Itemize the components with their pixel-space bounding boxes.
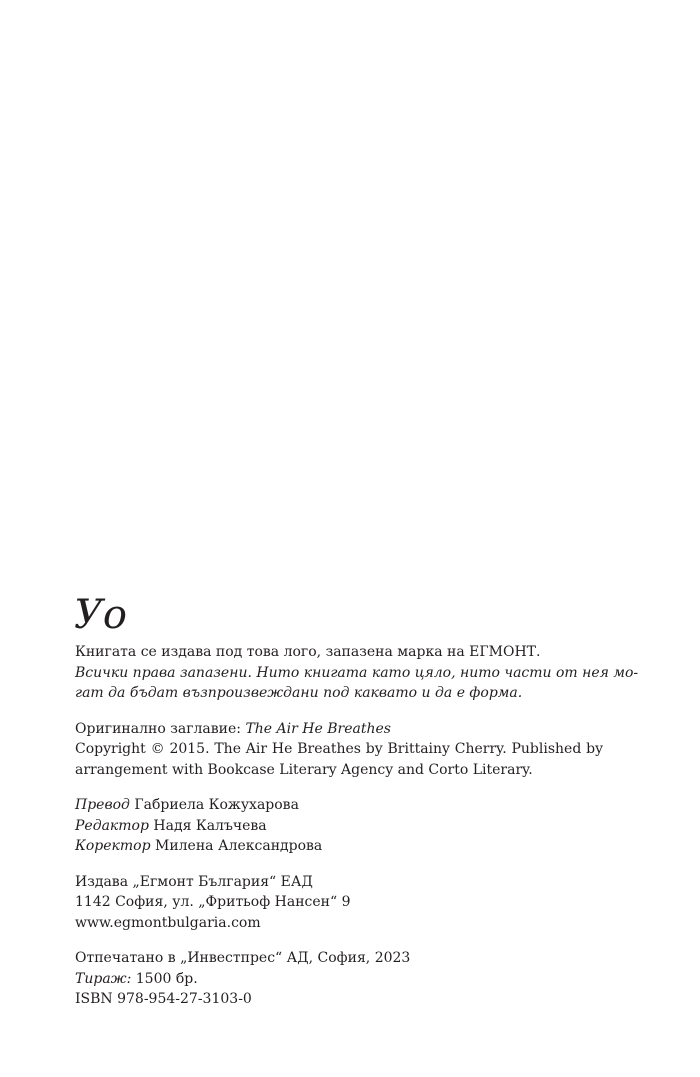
rights-notice bbox=[75, 642, 639, 704]
print-run bbox=[75, 969, 603, 990]
logo-text: Уо bbox=[74, 592, 127, 636]
publisher-address: 1142 София, ул. „Фритьоф Нансен“ 9 bbox=[75, 894, 351, 910]
imprint-text bbox=[75, 642, 639, 1025]
original-title-line bbox=[75, 719, 603, 740]
publisher-logo bbox=[72, 590, 132, 636]
credit-role: Превод bbox=[75, 797, 130, 813]
isbn: ISBN 978-954-27-3103-0 bbox=[75, 991, 252, 1007]
publisher-website: www.egmontbulgaria.com bbox=[75, 914, 261, 931]
print-run-value: 1500 бр. bbox=[135, 970, 198, 987]
notice-line-2: Всички права запазени. Нито книгата като цяло, нито части от нея мо- bbox=[75, 664, 639, 681]
notice-line-3: гат да бъдат възпроизвеждани под каквато и да е форма. bbox=[75, 685, 523, 701]
printed-by: Отпечатано в „Инвестпрес“ АД, София, 2023 bbox=[75, 950, 411, 966]
credit-translator bbox=[75, 795, 603, 816]
credit-editor bbox=[75, 816, 603, 837]
original-title-label: Оригинално заглавие: bbox=[75, 720, 241, 737]
copyright-line-1: Copyright © 2015. The Air He Breathes by Brittainy Cherry. Published by bbox=[75, 741, 603, 757]
original-title: The Air He Breathes bbox=[245, 720, 391, 737]
publisher-block bbox=[75, 872, 603, 934]
copyright-line-2: arrangement with Bookcase Literary Agency and Corto Literary. bbox=[75, 761, 533, 778]
credit-name: Милена Александрова bbox=[155, 838, 323, 854]
print-block bbox=[75, 948, 603, 1010]
publisher-name: Издава „Егмонт България“ ЕАД bbox=[75, 873, 313, 890]
notice-line-1: Книгата се издава под това лого, запазена марка на ЕГМОНТ. bbox=[75, 644, 541, 660]
print-run-label: Тираж: bbox=[75, 970, 132, 987]
credit-proofreader bbox=[75, 836, 603, 857]
credit-name: Габриела Кожухарова bbox=[134, 797, 299, 813]
credits-block bbox=[75, 795, 603, 857]
credit-name: Надя Калъчева bbox=[153, 817, 267, 834]
credit-role: Редактор bbox=[75, 817, 149, 834]
credit-role: Коректор bbox=[75, 838, 151, 854]
original-title-block bbox=[75, 719, 603, 781]
